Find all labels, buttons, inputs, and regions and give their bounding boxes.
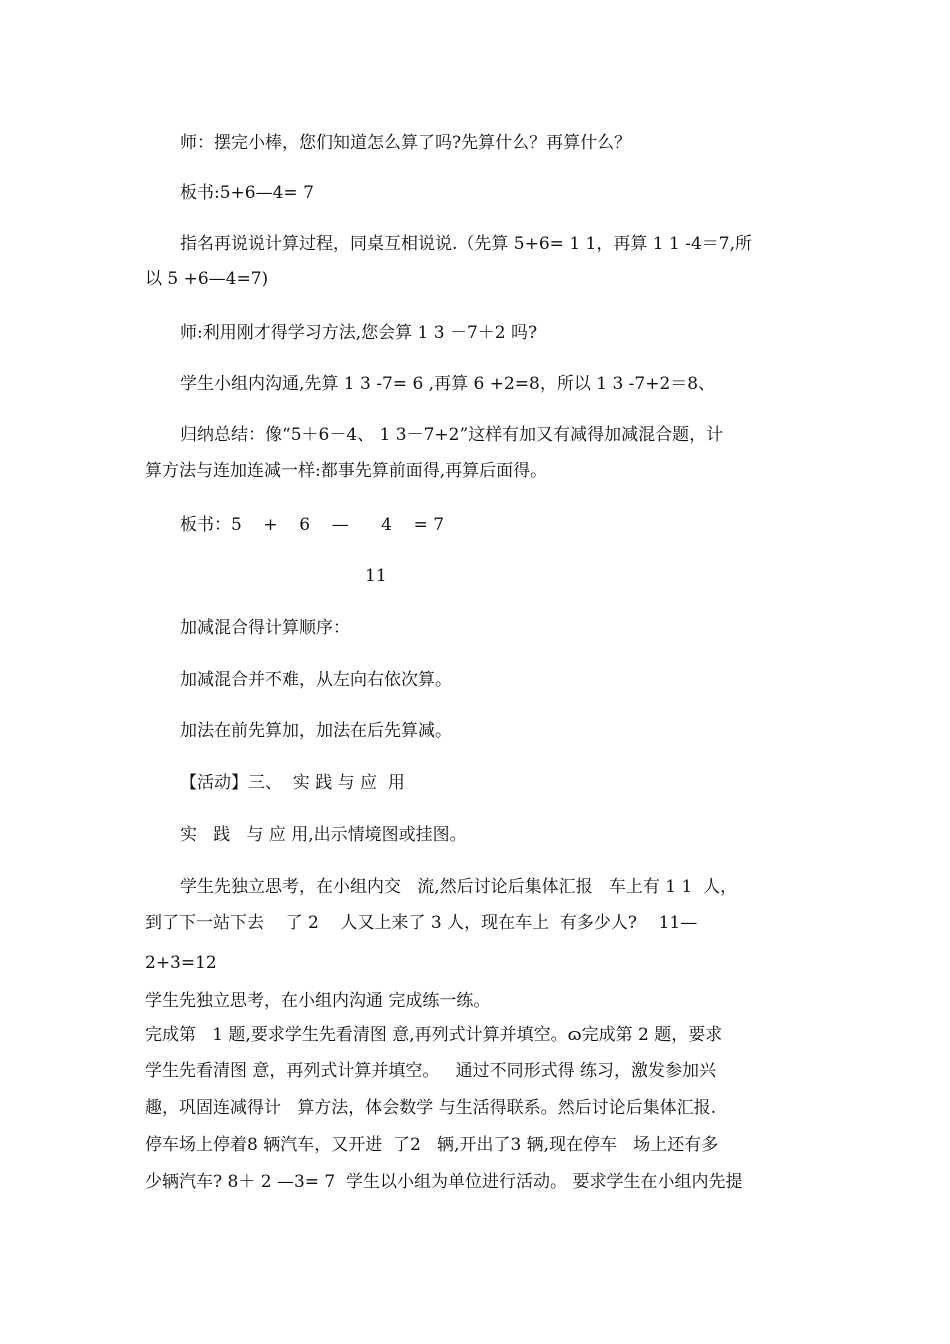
text-line: 学生先独立思考，在小组内沟通 完成练一练。 xyxy=(145,991,491,1011)
text-line: 到了下一站下去 了 2 人又上来了 3 人，现在车上 有多少人? 11— xyxy=(145,913,698,933)
text-line: 加减混合得计算顺序： xyxy=(180,618,350,638)
text-line: 指名再说说计算过程，同桌互相说说.（先算 5+6= 1 1，再算 1 1 -4＝7,所 xyxy=(180,234,752,254)
text-line: 完成第 1 题,要求学生先看清图 意,再列式计算并填空。ɷ完成第 2 题，要求 xyxy=(145,1025,723,1045)
text-line: 加法在前先算加，加法在后先算减。 xyxy=(180,721,452,741)
text-line: 学生先独立思考，在小组内交 流,然后讨论后集体汇报 车上有 1 1 人， xyxy=(180,877,738,897)
text-line: 师：摆完小棒，您们知道怎么算了吗?先算什么？再算什么？ xyxy=(180,133,632,153)
text-line: 实 践 与 应 用,出示情境图或挂图。 xyxy=(180,825,467,845)
text-line: 少辆汽车? 8＋ 2 —3= 7 学生以小组为单位进行活动。 要求学生在小组内先提 xyxy=(145,1172,743,1192)
text-line: 归纳总结：像“5＋6－4、 1 3－7+2”这样有加又有减得加减混合题，计 xyxy=(180,425,724,445)
text-line: 趣，巩固连减得计 算方法，体会数学 与生活得联系。然后讨论后集体汇报. xyxy=(145,1098,717,1118)
text-line: 师:利用刚才得学习方法,您会算 1 3 －7＋2 吗? xyxy=(180,323,538,343)
text-line: 板书：5 + 6 — 4 = 7 xyxy=(180,515,445,535)
text-line: 2+3=12 xyxy=(145,953,217,973)
text-line: 【活动】三、 实 践 与 应 用 xyxy=(180,773,405,793)
text-line: 板书:5+6—4= 7 xyxy=(180,183,314,203)
text-line: 11 xyxy=(365,566,387,586)
text-line: 加减混合并不难，从左向右依次算。 xyxy=(180,670,452,690)
text-line: 停车场上停着8 辆汽车，又开进 了2 辆,开出了3 辆,现在停车 场上还有多 xyxy=(145,1135,719,1155)
text-line: 算方法与连加连减一样:都事先算前面得,再算后面得。 xyxy=(145,461,548,481)
text-line: 学生小组内沟通,先算 1 3 -7= 6 ,再算 6 +2=8，所以 1 3 -7+2＝8、 xyxy=(180,374,716,394)
text-line: 以 5 +6—4=7) xyxy=(145,269,269,289)
text-line: 学生先看清图 意，再列式计算并填空。 通过不同形式得 练习，激发参加兴 xyxy=(145,1061,717,1081)
